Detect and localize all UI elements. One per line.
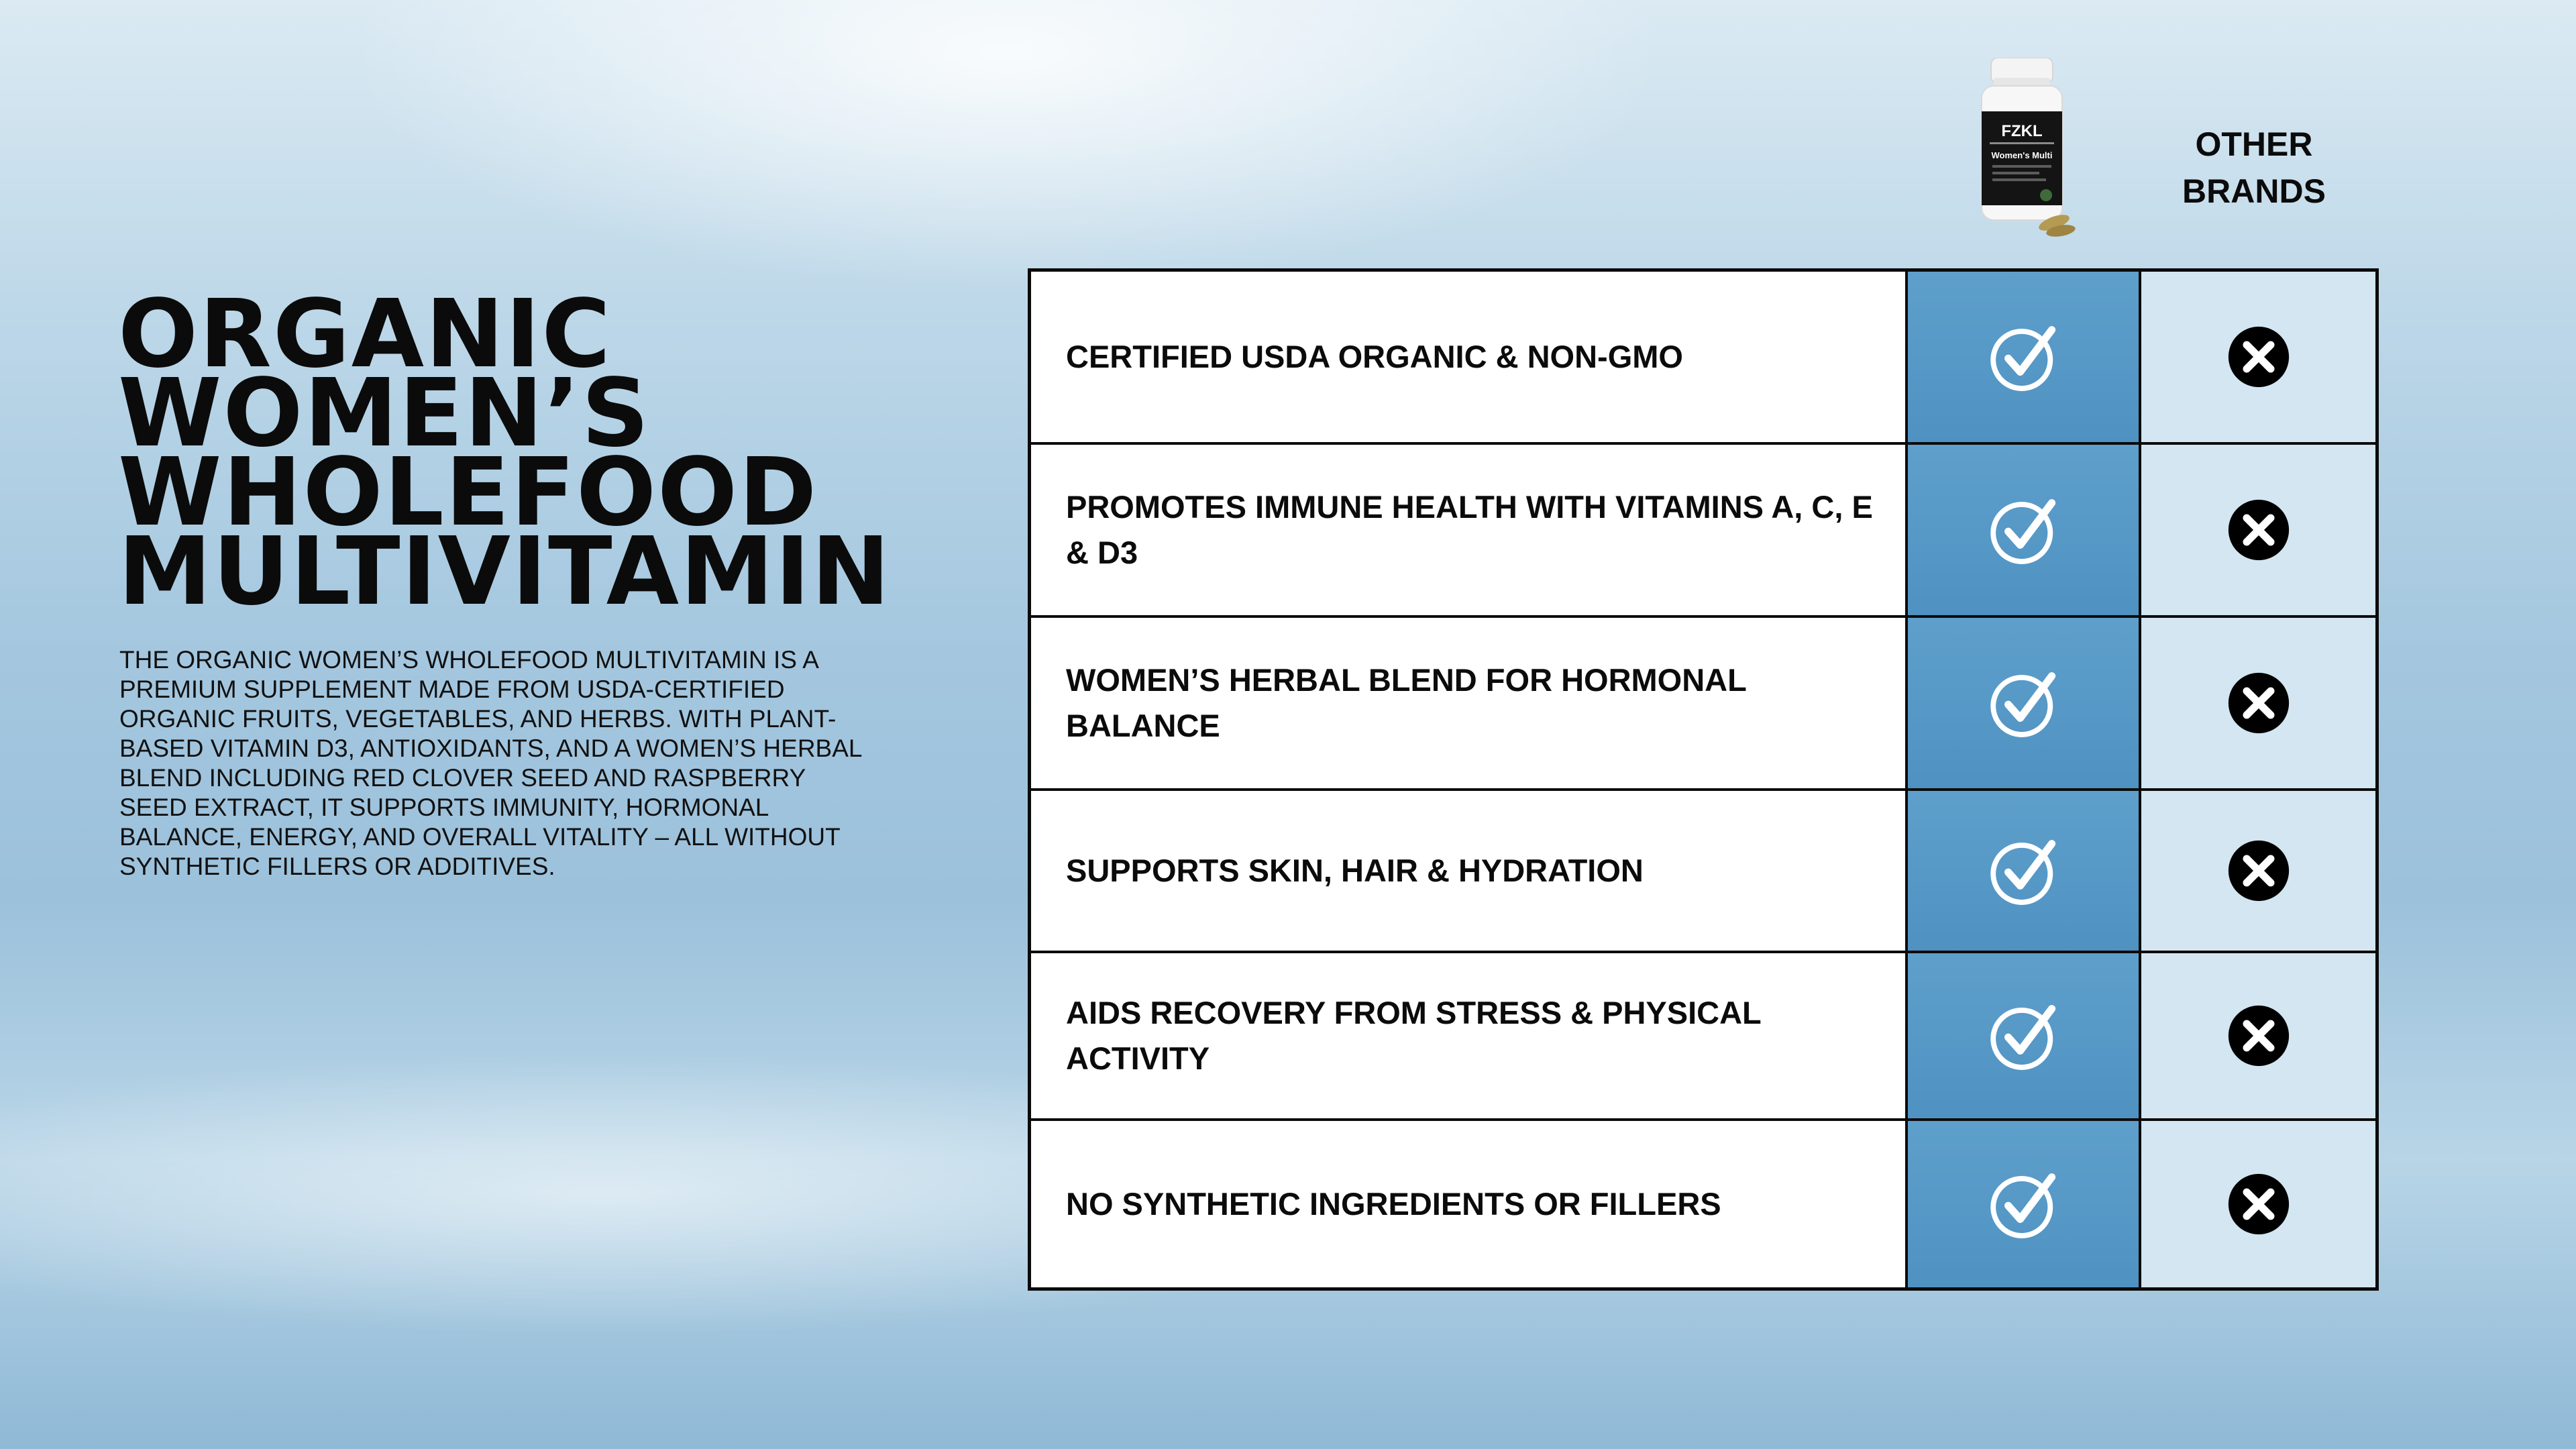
check-icon — [1986, 492, 2061, 568]
ours-cell-3 — [1908, 618, 2141, 791]
ours-cell-6 — [1908, 1121, 2141, 1287]
check-icon — [1986, 833, 2061, 908]
check-icon — [1986, 1167, 2061, 1242]
headline-line-3: WHOLEFOOD — [118, 438, 818, 547]
ours-cell-2 — [1908, 445, 2141, 618]
x-icon — [2227, 325, 2290, 388]
x-icon — [2227, 498, 2290, 561]
feature-row-1 — [1031, 272, 1908, 445]
other-brands-line-2: BRANDS — [2182, 172, 2326, 210]
ours-cell-4 — [1908, 791, 2141, 953]
theirs-cell-1 — [2141, 272, 2375, 445]
feature-row-6 — [1031, 1121, 1908, 1287]
other-brands-header — [2140, 121, 2368, 215]
bottle-product-name: Women's Multi — [1991, 150, 2053, 160]
feature-row-4 — [1031, 791, 1908, 953]
ours-cell-1 — [1908, 272, 2141, 445]
x-icon — [2227, 1004, 2290, 1067]
feature-label: PROMOTES IMMUNE HEALTH WITH VITAMINS A, C, E & D3 — [1066, 489, 1873, 570]
theirs-cell-4 — [2141, 791, 2375, 953]
headline-line-2: WOMEN’S — [118, 359, 651, 468]
product-description: THE ORGANIC WOMEN’S WHOLEFOOD MULTIVITAMIN IS A PREMIUM SUPPLEMENT MADE FROM USDA-CERTIFIED ORGANIC FRUITS, VEGETABLES, AND HERBS. WITH PLANT-BASED VITAMIN D3, ANTIOXIDANTS, AND A WOMEN’S HERBAL BLEND INCLUDING RED CLOVER SEED AND RASPBERRY SEED EXTRACT, IT SUPPORTS IMMUNITY, HORMONAL BALANCE, ENERGY, AND OVERALL VITALITY – ALL WITHOUT SYNTHETIC FILLERS OR ADDITIVES. — [119, 646, 862, 880]
other-brands-line-1: OTHER — [2195, 125, 2313, 163]
page-title — [118, 280, 923, 627]
x-icon — [2227, 839, 2290, 902]
theirs-cell-6 — [2141, 1121, 2375, 1287]
comparison-table — [1028, 268, 2379, 1291]
check-icon — [1986, 998, 2061, 1073]
x-icon — [2227, 672, 2290, 735]
feature-row-5 — [1031, 953, 1908, 1121]
theirs-cell-2 — [2141, 445, 2375, 618]
x-icon — [2227, 1173, 2290, 1236]
theirs-cell-5 — [2141, 953, 2375, 1121]
ours-cell-5 — [1908, 953, 2141, 1121]
check-icon — [1986, 665, 2061, 741]
feature-label: CERTIFIED USDA ORGANIC & NON-GMO — [1066, 339, 1683, 374]
headline-line-1: ORGANIC — [118, 280, 612, 389]
feature-label: WOMEN’S HERBAL BLEND FOR HORMONAL BALANCE — [1066, 662, 1746, 743]
check-icon — [1986, 319, 2061, 394]
feature-row-2 — [1031, 445, 1908, 618]
bottle-brand-text: FZKL — [2001, 122, 2043, 140]
theirs-cell-3 — [2141, 618, 2375, 791]
feature-label: AIDS RECOVERY FROM STRESS & PHYSICAL ACTIVITY — [1066, 995, 1761, 1076]
product-bottle-image — [1972, 58, 2080, 239]
feature-row-3 — [1031, 618, 1908, 791]
headline-line-4: MULTIVITAMIN — [118, 517, 892, 627]
feature-label: NO SYNTHETIC INGREDIENTS OR FILLERS — [1066, 1186, 1721, 1222]
feature-label: SUPPORTS SKIN, HAIR & HYDRATION — [1066, 853, 1644, 888]
